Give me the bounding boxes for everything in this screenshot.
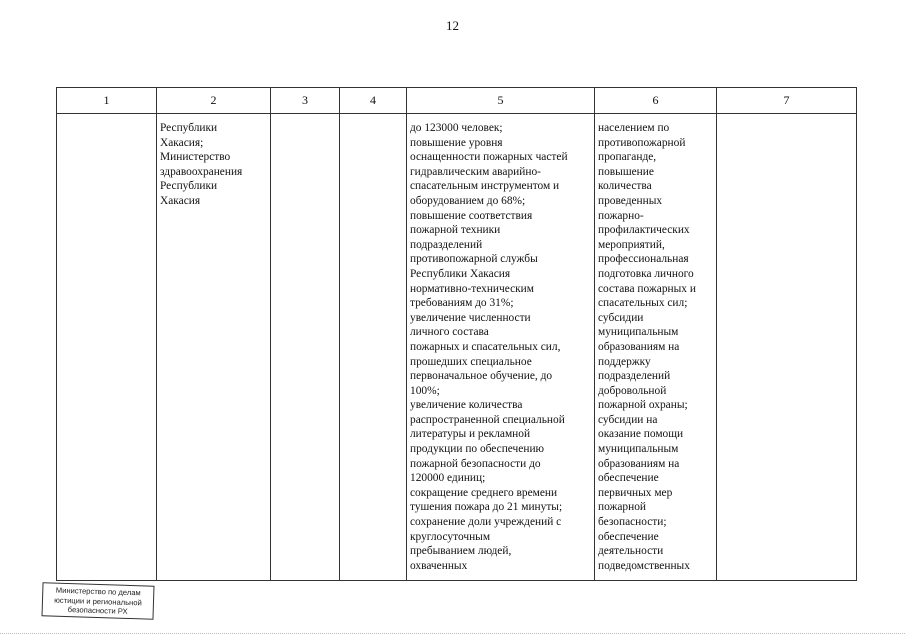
cell-line: гидравлическим аварийно- <box>410 165 541 178</box>
cell-line: спасательным инструментом и <box>410 180 560 193</box>
cell-line: требованиям до 31%; <box>410 297 514 310</box>
header-col-6: 6 <box>595 88 717 114</box>
ministry-stamp <box>41 582 154 620</box>
cell-line: Республики <box>160 180 218 193</box>
cell-line: распространенной специальной <box>410 413 565 426</box>
cell-line: спасательных сил; <box>598 297 688 310</box>
cell-line: повышение <box>598 165 654 178</box>
cell-line: противопожарной <box>598 136 686 149</box>
stamp-line: юстиции и региональной <box>54 595 142 607</box>
cell-line: оборудованием до 68%; <box>410 194 526 207</box>
cell-line: личного состава <box>410 326 489 339</box>
cell-line: Республики <box>160 122 218 134</box>
header-col-7: 7 <box>717 88 857 114</box>
cell-line: подведомственных <box>598 559 690 572</box>
cell-col-1-text <box>57 114 156 121</box>
cell-line: подразделений <box>598 370 671 383</box>
table-row <box>57 114 857 581</box>
cell-line: оснащенности пожарных частей <box>410 151 568 164</box>
cell-line: тушения пожара до 21 минуты; <box>410 501 563 514</box>
cell-line: субсидии <box>598 311 644 324</box>
cell-line: пожарных и спасательных сил, <box>410 340 561 353</box>
header-col-1: 1 <box>57 88 157 114</box>
cell-line: нормативно-техническим <box>410 282 534 295</box>
stamp-line: Министерство по делам <box>55 585 141 598</box>
cell-line: деятельности <box>598 545 664 558</box>
cell-line: круглосуточным <box>410 530 491 543</box>
cell-col-3 <box>271 114 340 581</box>
cell-line: обеспечение <box>598 472 659 485</box>
cell-line: 100%; <box>410 384 440 397</box>
cell-line: сокращение среднего времени <box>410 486 558 499</box>
cell-line: увеличение количества <box>410 399 523 412</box>
cell-line: Министерство <box>160 151 231 164</box>
cell-line: пожарной охраны; <box>598 399 688 412</box>
cell-line: здравоохранения <box>160 165 243 178</box>
cell-col-7-text <box>717 114 856 121</box>
header-col-2: 2 <box>157 88 271 114</box>
header-col-4: 4 <box>340 88 407 114</box>
cell-line: образованиям на <box>598 457 680 470</box>
cell-line: первоначальное обучение, до <box>410 370 553 383</box>
cell-col-5 <box>407 114 595 581</box>
cell-line: количества <box>598 180 652 193</box>
cell-col-4 <box>340 114 407 581</box>
program-table <box>56 87 857 581</box>
cell-line: профилактических <box>598 224 690 237</box>
cell-line: обеспечение <box>598 530 659 543</box>
cell-line: продукции по обеспечению <box>410 443 545 456</box>
cell-line: увеличение численности <box>410 311 531 324</box>
cell-line: населением по <box>598 122 670 134</box>
cell-col-3-text <box>271 114 339 121</box>
cell-line: противопожарной службы <box>410 253 538 266</box>
cell-line: повышение уровня <box>410 136 503 149</box>
cell-line: пожарной техники <box>410 224 501 237</box>
cell-line: прошедших специальное <box>410 355 532 368</box>
header-col-3: 3 <box>271 88 340 114</box>
cell-line: Республики Хакасия <box>410 267 511 280</box>
cell-line: пожарной <box>598 501 647 514</box>
cell-line: пожарной безопасности до <box>410 457 541 470</box>
cell-line: пожарно- <box>598 209 644 222</box>
cell-line: сохранение доли учреждений с <box>410 516 562 529</box>
cell-line: до 123000 человек; <box>410 122 503 134</box>
cell-col-6-text <box>595 114 716 573</box>
cell-line: охваченных <box>410 559 468 572</box>
cell-line: оказание помощи <box>598 428 684 441</box>
cell-col-1 <box>57 114 157 581</box>
cell-line: 120000 единиц; <box>410 472 486 485</box>
cell-line: субсидии на <box>598 413 658 426</box>
cell-line: состава пожарных и <box>598 282 696 295</box>
header-row <box>57 88 857 114</box>
cell-line: подразделений <box>410 238 483 251</box>
cell-line: Хакасия <box>160 194 201 207</box>
cell-line: муниципальным <box>598 326 679 339</box>
header-col-5: 5 <box>407 88 595 114</box>
stamp-line: безопасности РХ <box>67 605 128 617</box>
cell-line: мероприятий, <box>598 238 665 251</box>
cell-line: добровольной <box>598 384 667 397</box>
cell-col-2-text <box>157 114 270 209</box>
cell-line: поддержку <box>598 355 651 368</box>
cell-line: безопасности; <box>598 516 667 529</box>
cell-line: литературы и рекламной <box>410 428 531 441</box>
cell-col-5-text <box>407 114 594 573</box>
cell-line: образованиям на <box>598 340 680 353</box>
cell-col-6 <box>595 114 717 581</box>
cell-line: повышение соответствия <box>410 209 533 222</box>
scan-edge-line <box>0 633 905 635</box>
cell-line: пропаганде, <box>598 151 657 164</box>
cell-line: подготовка личного <box>598 267 694 280</box>
cell-col-7 <box>717 114 857 581</box>
cell-line: проведенных <box>598 194 663 207</box>
cell-line: Хакасия; <box>160 136 204 149</box>
cell-line: пребыванием людей, <box>410 545 512 558</box>
page-number: 12 <box>446 18 459 33</box>
cell-col-2 <box>157 114 271 581</box>
cell-line: муниципальным <box>598 443 679 456</box>
cell-line: профессиональная <box>598 253 689 266</box>
cell-line: первичных мер <box>598 486 673 499</box>
cell-col-4-text <box>340 114 406 121</box>
